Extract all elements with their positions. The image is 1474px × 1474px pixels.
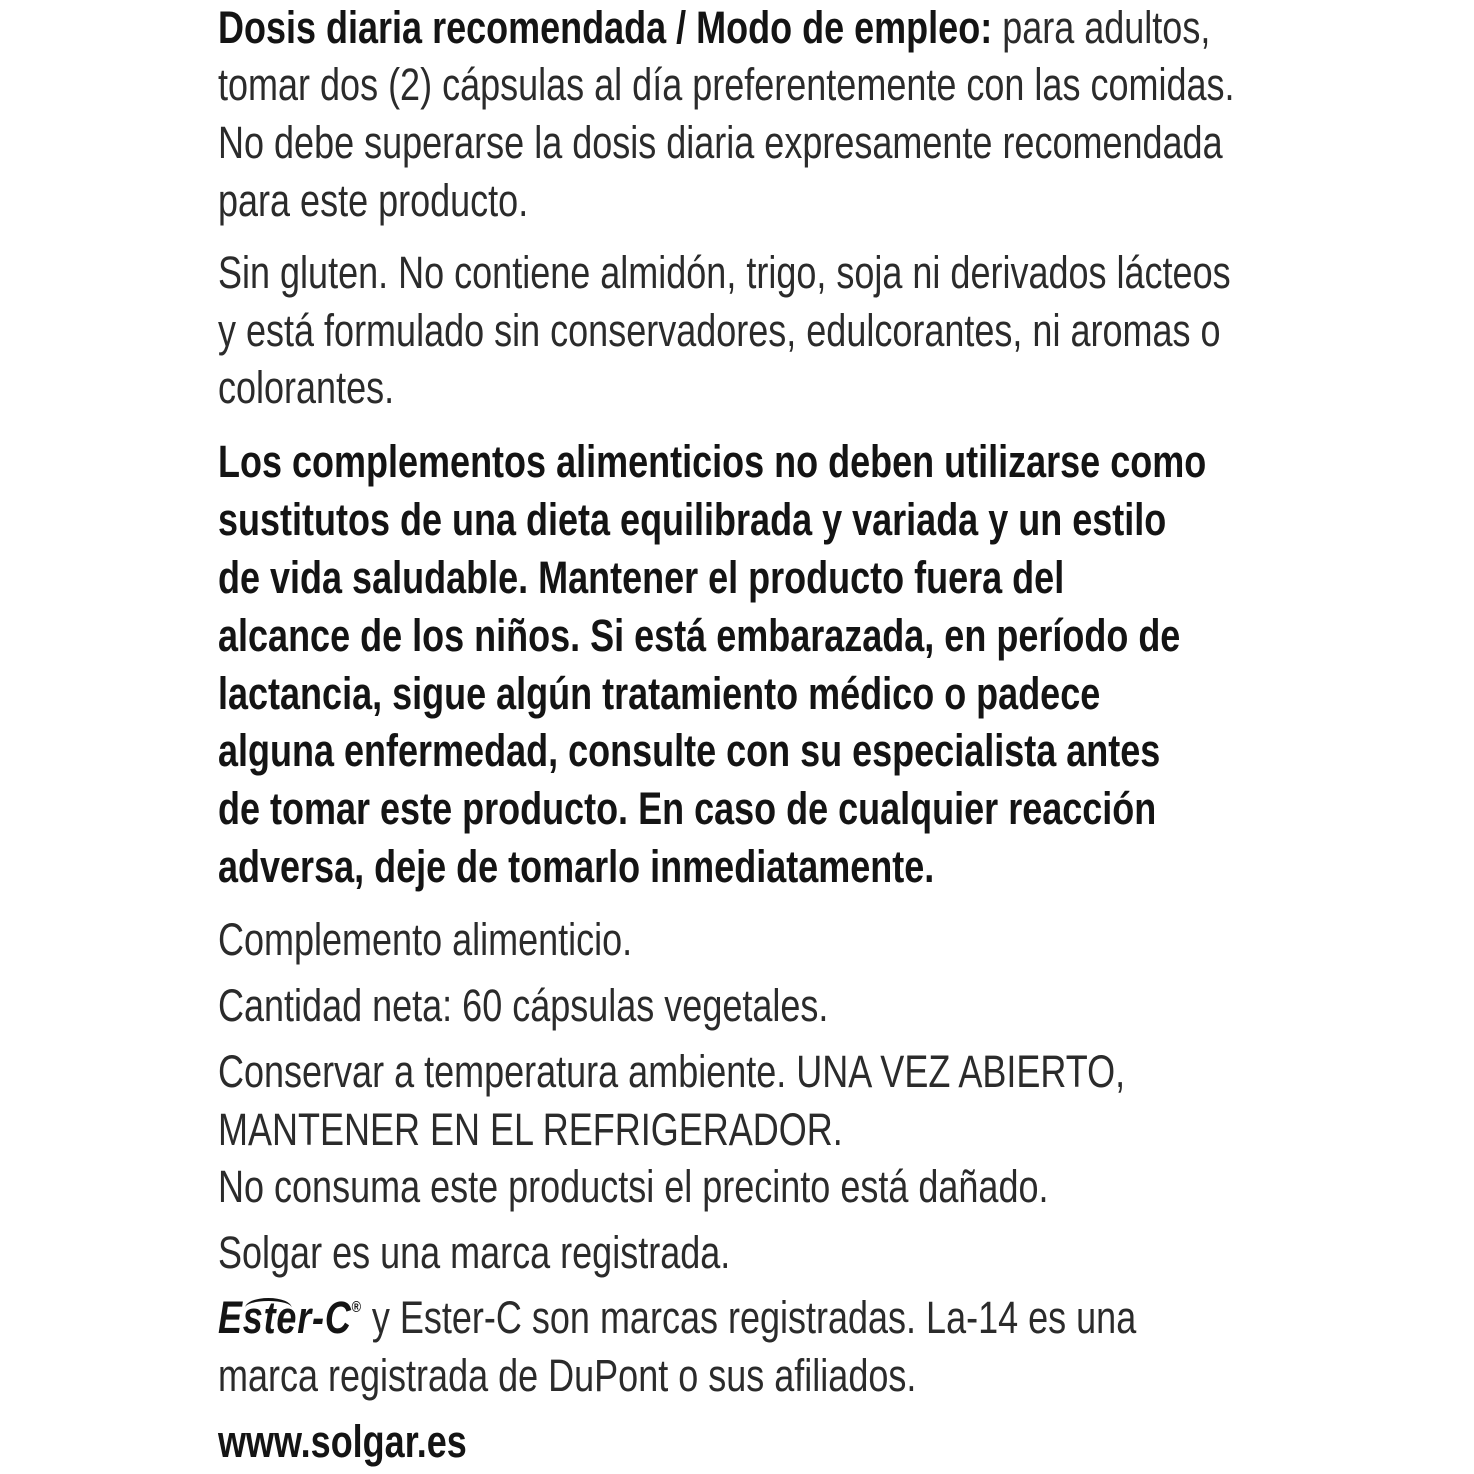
ester-c-logo [218,1292,362,1343]
warning-line-1-text: Los complementos alimenticios no deben utilizarse como [218,436,1207,487]
dosage-line-4 [218,173,606,229]
warning-line-2-text: sustitutos de una dieta equilibrada y variada y un estilo [218,494,1167,545]
warning-line-1 [218,434,1453,490]
storage-line-1 [218,1044,1352,1100]
trademark-solgar-text: Solgar es una marca registrada. [218,1227,731,1278]
website-text: www.solgar.es [218,1416,467,1467]
storage-line-1-text: Conservar a temperatura ambiente. UNA VEZ ABIERTO, [218,1046,1126,1097]
storage-line-3 [218,1159,1256,1215]
dosage-line-3 [218,115,1474,171]
registered-mark: ® [351,1299,362,1316]
warning-line-5-text: lactancia, sigue algún tratamiento médico o padece [218,668,1101,719]
dosage-line-3-text: No debe superarse la dosis diaria expresamente recomendada [218,117,1223,168]
trademark-ester-line-1 [218,1290,1366,1346]
warning-line-4-text: alcance de los niños. Si está embarazada, en período de [218,610,1181,661]
product-type-text: Complemento alimenticio. [218,914,633,965]
ester-c-swoosh-icon [245,1298,291,1317]
trademark-solgar [218,1225,858,1281]
warning-line-7 [218,781,1391,837]
product-type [218,912,736,968]
warning-line-3-text: de vida saludable. Mantener el producto fuera del [218,552,1065,603]
warning-line-4 [218,608,1421,664]
allergens-line-2 [218,303,1471,359]
warning-line-6-text: alguna enfermedad, consulte con su especialista antes [218,725,1161,776]
net-quantity-text: Cantidad neta: 60 cápsulas vegetales. [218,980,829,1031]
warning-line-8 [218,839,1113,895]
allergens-line-3 [218,360,438,416]
dosage-line-2-text: tomar dos (2) cápsulas al día preferentemente con las comidas. [218,59,1235,110]
storage-line-2 [218,1102,999,1158]
storage-line-2-text: MANTENER EN EL REFRIGERADOR. [218,1104,843,1155]
warning-line-7-text: de tomar este producto. En caso de cualquier reacción [218,783,1157,834]
warning-line-6 [218,723,1396,779]
allergens-line-1-text: Sin gluten. No contiene almidón, trigo, soja ni derivados lácteos [218,247,1231,298]
trademark-ester-line-1-text: y Ester-C son marcas registradas. La-14 es una [361,1292,1137,1343]
trademark-ester-line-2 [218,1348,1091,1404]
allergens-line-3-text: colorantes. [218,362,395,413]
warning-line-3 [218,550,1276,606]
warning-line-8-text: adversa, deje de tomarlo inmediatamente. [218,841,935,892]
warning-line-5 [218,666,1321,722]
net-quantity [218,978,981,1034]
trademark-ester-line-2-text: marca registrada de DuPont o sus afiliados. [218,1350,917,1401]
website [218,1414,529,1470]
allergens-line-2-text: y está formulado sin conservadores, edulcorantes, ni aromas o [218,305,1221,356]
storage-line-3-text: No consuma este productsi el precinto está dañado. [218,1161,1049,1212]
allergens-line-1 [218,245,1474,301]
ester-c-logo-text: Ester-C [218,1292,352,1343]
dosage-line-1-text: para adultos, [992,2,1211,53]
dosage-line-2 [218,57,1474,113]
dosage-line-4-text: para este producto. [218,175,529,226]
dosage-heading: Dosis diaria recomendada / Modo de empleo: [218,2,993,53]
dosage-line-1 [218,0,1458,56]
warning-line-2 [218,492,1403,548]
